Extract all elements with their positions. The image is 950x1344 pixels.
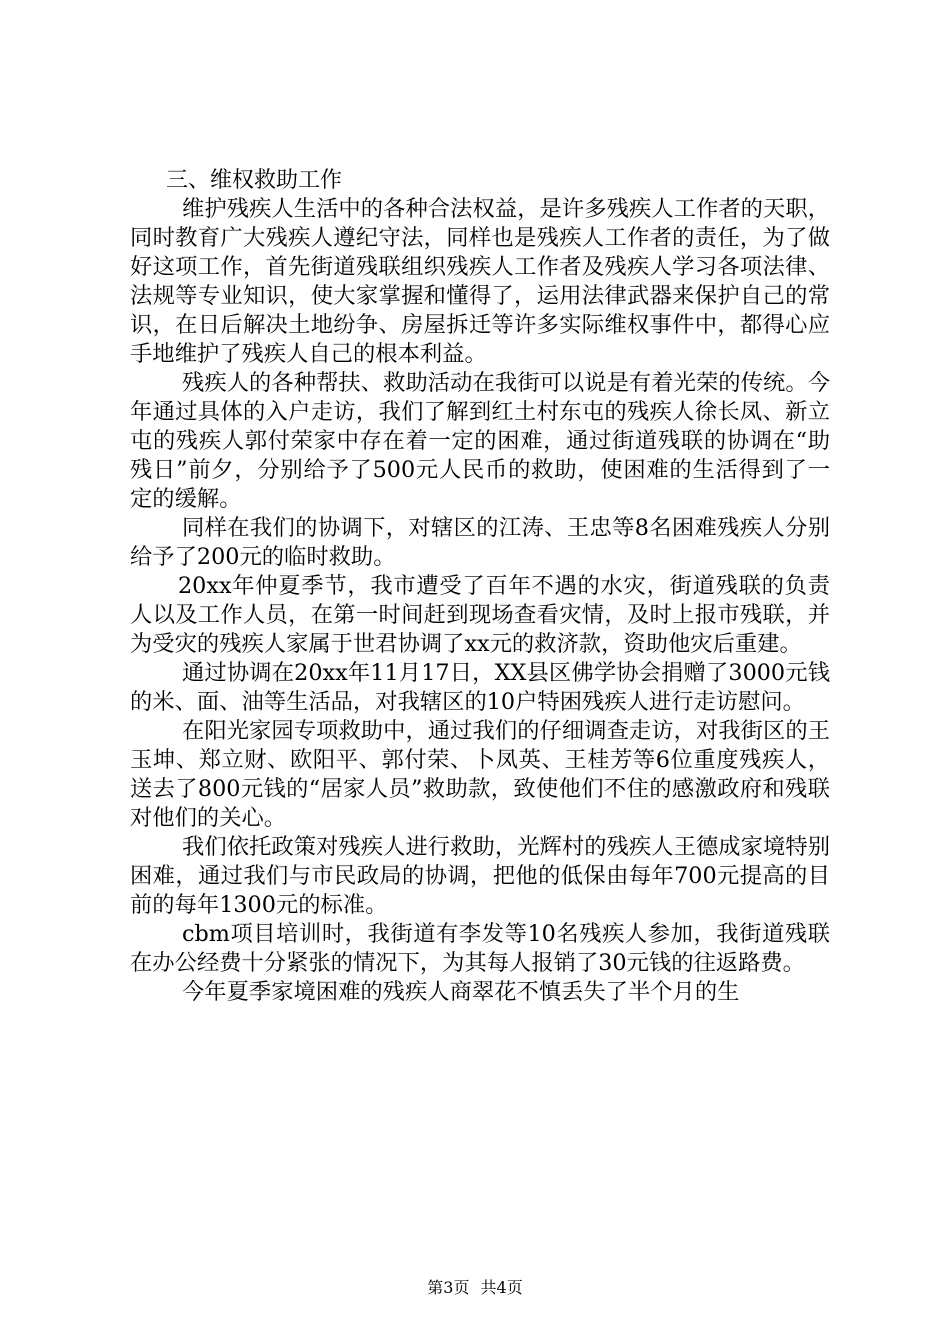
page-number: 第3页 — [427, 1278, 470, 1297]
paragraph-summer-case: 今年夏季家境困难的残疾人商翠花不慎丢失了半个月的生 — [182, 979, 740, 1005]
paragraph-cbm-training: cbm项目培训时，我街道有李发等10名残疾人参加，我街道残联在办公经费十分紧张的情况下，为其每人报销了30元钱的往返路费。 — [130, 921, 830, 976]
paragraph-assistance-tradition: 残疾人的各种帮扶、救助活动在我街可以说是有着光荣的传统。今年通过具体的入户走访，我们了解到红土村东屯的残疾人徐长凤、新立屯的残疾人郭付荣家中存在着一定的困难，通过街道残联的协调在“助残日”前夕，分别给予了500元人民币的救助，使困难的生活得到了一定的缓解。 — [130, 370, 830, 512]
page-footer — [0, 1278, 950, 1298]
paragraph-sunshine-home: 在阳光家园专项救助中，通过我们的仔细调查走访，对我街区的王玉坤、郑立财、欧阳平、郭付荣、卜凤英、王桂芳等6位重度残疾人，送去了800元钱的“居家人员”救助款，致使他们不住的感激政府和残联对他们的关心。 — [130, 718, 830, 831]
paragraph-buddhist-donation: 通过协调在20xx年11月17日，XX县区佛学协会捐赠了3000元钱的米、面、油等生活品，对我辖区的10户特困残疾人进行走访慰问。 — [130, 660, 830, 715]
paragraph-temporary-aid: 同样在我们的协调下，对辖区的江涛、王忠等8名困难残疾人分别给予了200元的临时救助。 — [130, 515, 830, 570]
total-pages: 共4页 — [480, 1278, 523, 1297]
paragraph-policy-aid: 我们依托政策对残疾人进行救助，光辉村的残疾人王德成家境特别困难，通过我们与市民政局的协调，把他的低保由每年700元提高的目前的每年1300元的标准。 — [130, 834, 830, 918]
paragraph-rights-protection: 维护残疾人生活中的各种合法权益，是许多残疾人工作者的天职，同时教育广大残疾人遵纪守法，同样也是残疾人工作者的责任，为了做好这项工作，首先街道残联组织残疾人工作者及残疾人学习各项法律、法规等专业知识，使大家掌握和懂得了，运用法律武器来保护自己的常识，在日后解决土地纷争、房屋拆迁等许多实际维权事件中，都得心应手地维护了残疾人自己的根本利益。 — [130, 196, 830, 367]
document-body — [130, 166, 830, 1007]
paragraph-flood-relief: 20xx年仲夏季节，我市遭受了百年不遇的水灾，街道残联的负责人以及工作人员，在第一时间赶到现场查看灾情，及时上报市残联，并为受灾的残疾人家属于世君协调了xx元的救济款，资助他灾后重建。 — [130, 573, 830, 657]
section-heading: 三、维权救助工作 — [166, 168, 343, 193]
